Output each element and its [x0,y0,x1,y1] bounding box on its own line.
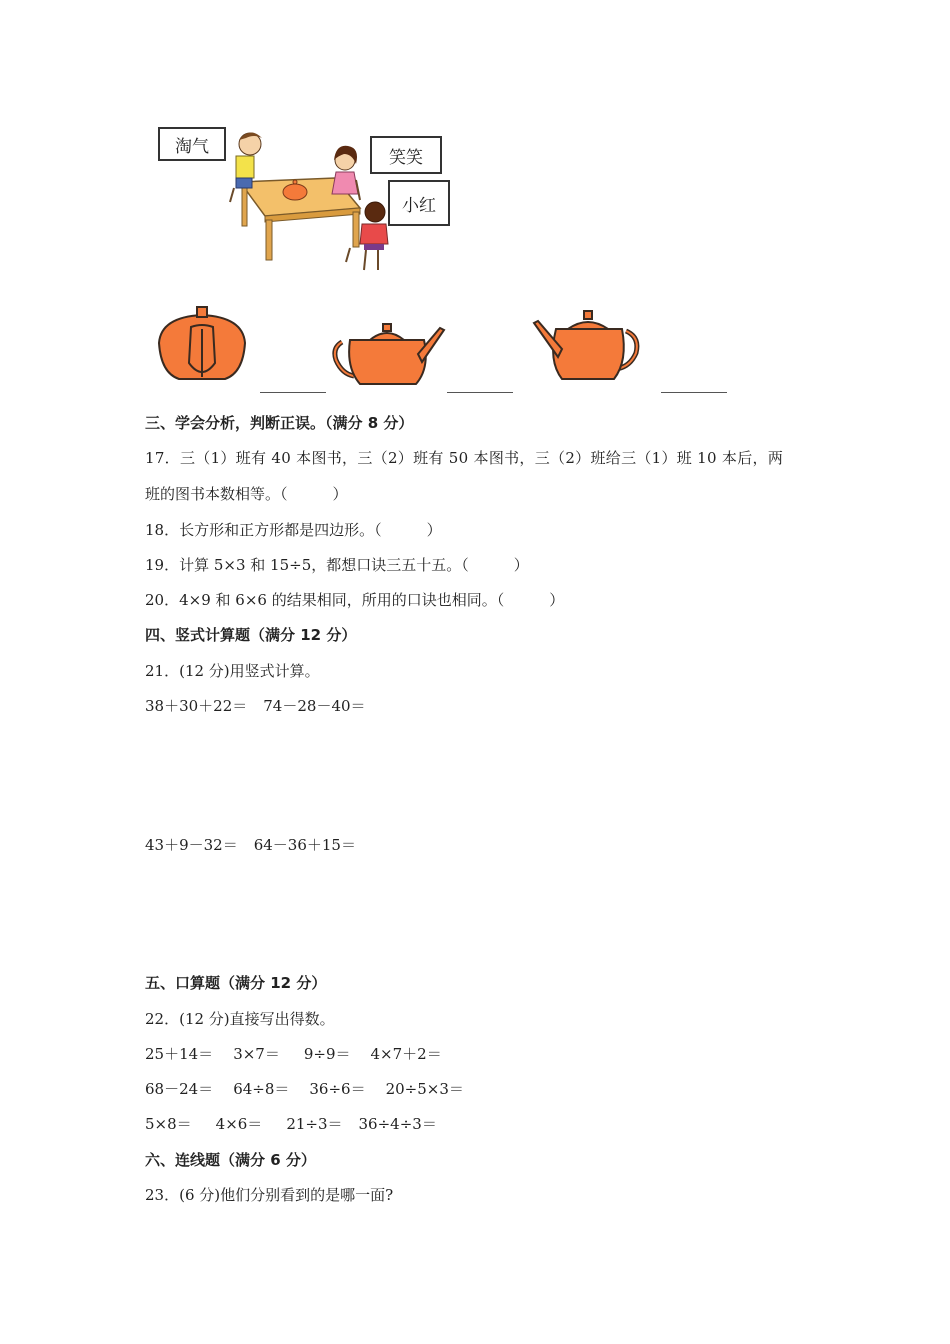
expression: 64÷8＝ [233,1080,290,1098]
expression: 20÷5×3＝ [385,1080,464,1098]
expression: 4×7＋2＝ [370,1045,442,1063]
label-xiaohong: 小红 [388,180,450,226]
question-21: 21．(12 分)用竖式计算。 [145,662,320,680]
expression: 21÷3＝ [286,1115,343,1133]
vertical-calc-row-1 [145,696,366,716]
label-xiaoxiao: 笑笑 [370,136,442,174]
expression: 64－36＋15＝ [253,836,356,854]
section-5-heading: 五、口算题（满分 12 分） [145,974,327,992]
expression: 43＋9－32＝ [145,836,238,854]
section-3-heading: 三、学会分析，判断正误。（满分 8 分） [145,414,414,432]
expression: 25＋14＝ [145,1045,214,1063]
teapot-view-side-left [330,318,448,388]
vertical-calc-row-2 [145,835,356,855]
answer-blank-3[interactable] [661,392,727,393]
question-18: 18．长方形和正方形都是四边形。（ ） [145,521,442,539]
expression: 74－28－40＝ [263,697,366,715]
mental-calc-row-1 [145,1044,442,1064]
mental-calc-row-2 [145,1079,464,1099]
label-taoqi: 淘气 [158,127,226,161]
question-22: 22．(12 分)直接写出得数。 [145,1010,335,1028]
question-19: 19．计算 5×3 和 15÷5，都想口诀三五十五。（ ） [145,556,529,574]
expression: 4×6＝ [215,1115,263,1133]
question-20: 20．4×9 和 6×6 的结果相同，所用的口诀也相同。（ ） [145,591,565,609]
answer-blank-2[interactable] [447,392,513,393]
expression: 9÷9＝ [303,1045,351,1063]
section-4-heading: 四、竖式计算题（满分 12 分） [145,626,357,644]
expression: 38＋30＋22＝ [145,697,248,715]
question-17-line-2: 班的图书本数相等。（ ） [145,485,348,503]
expression: 5×8＝ [145,1115,192,1133]
answer-blank-1[interactable] [260,392,326,393]
question-17-line-1: 17．三（1）班有 40 本图书，三（2）班有 50 本图书，三（2）班给三（1）班 10 本后，两 [145,449,784,467]
section-6-heading: 六、连线题（满分 6 分） [145,1151,316,1169]
expression: 68－24＝ [145,1080,214,1098]
question-23: 23．(6 分)他们分别看到的是哪一面? [145,1186,394,1204]
expression: 36÷4÷3＝ [358,1115,437,1133]
expression: 3×7＝ [233,1045,280,1063]
expression: 36÷6＝ [309,1080,366,1098]
teapot-view-back [155,303,250,383]
teapot-view-side-right [530,307,642,383]
mental-calc-row-3 [145,1114,437,1134]
